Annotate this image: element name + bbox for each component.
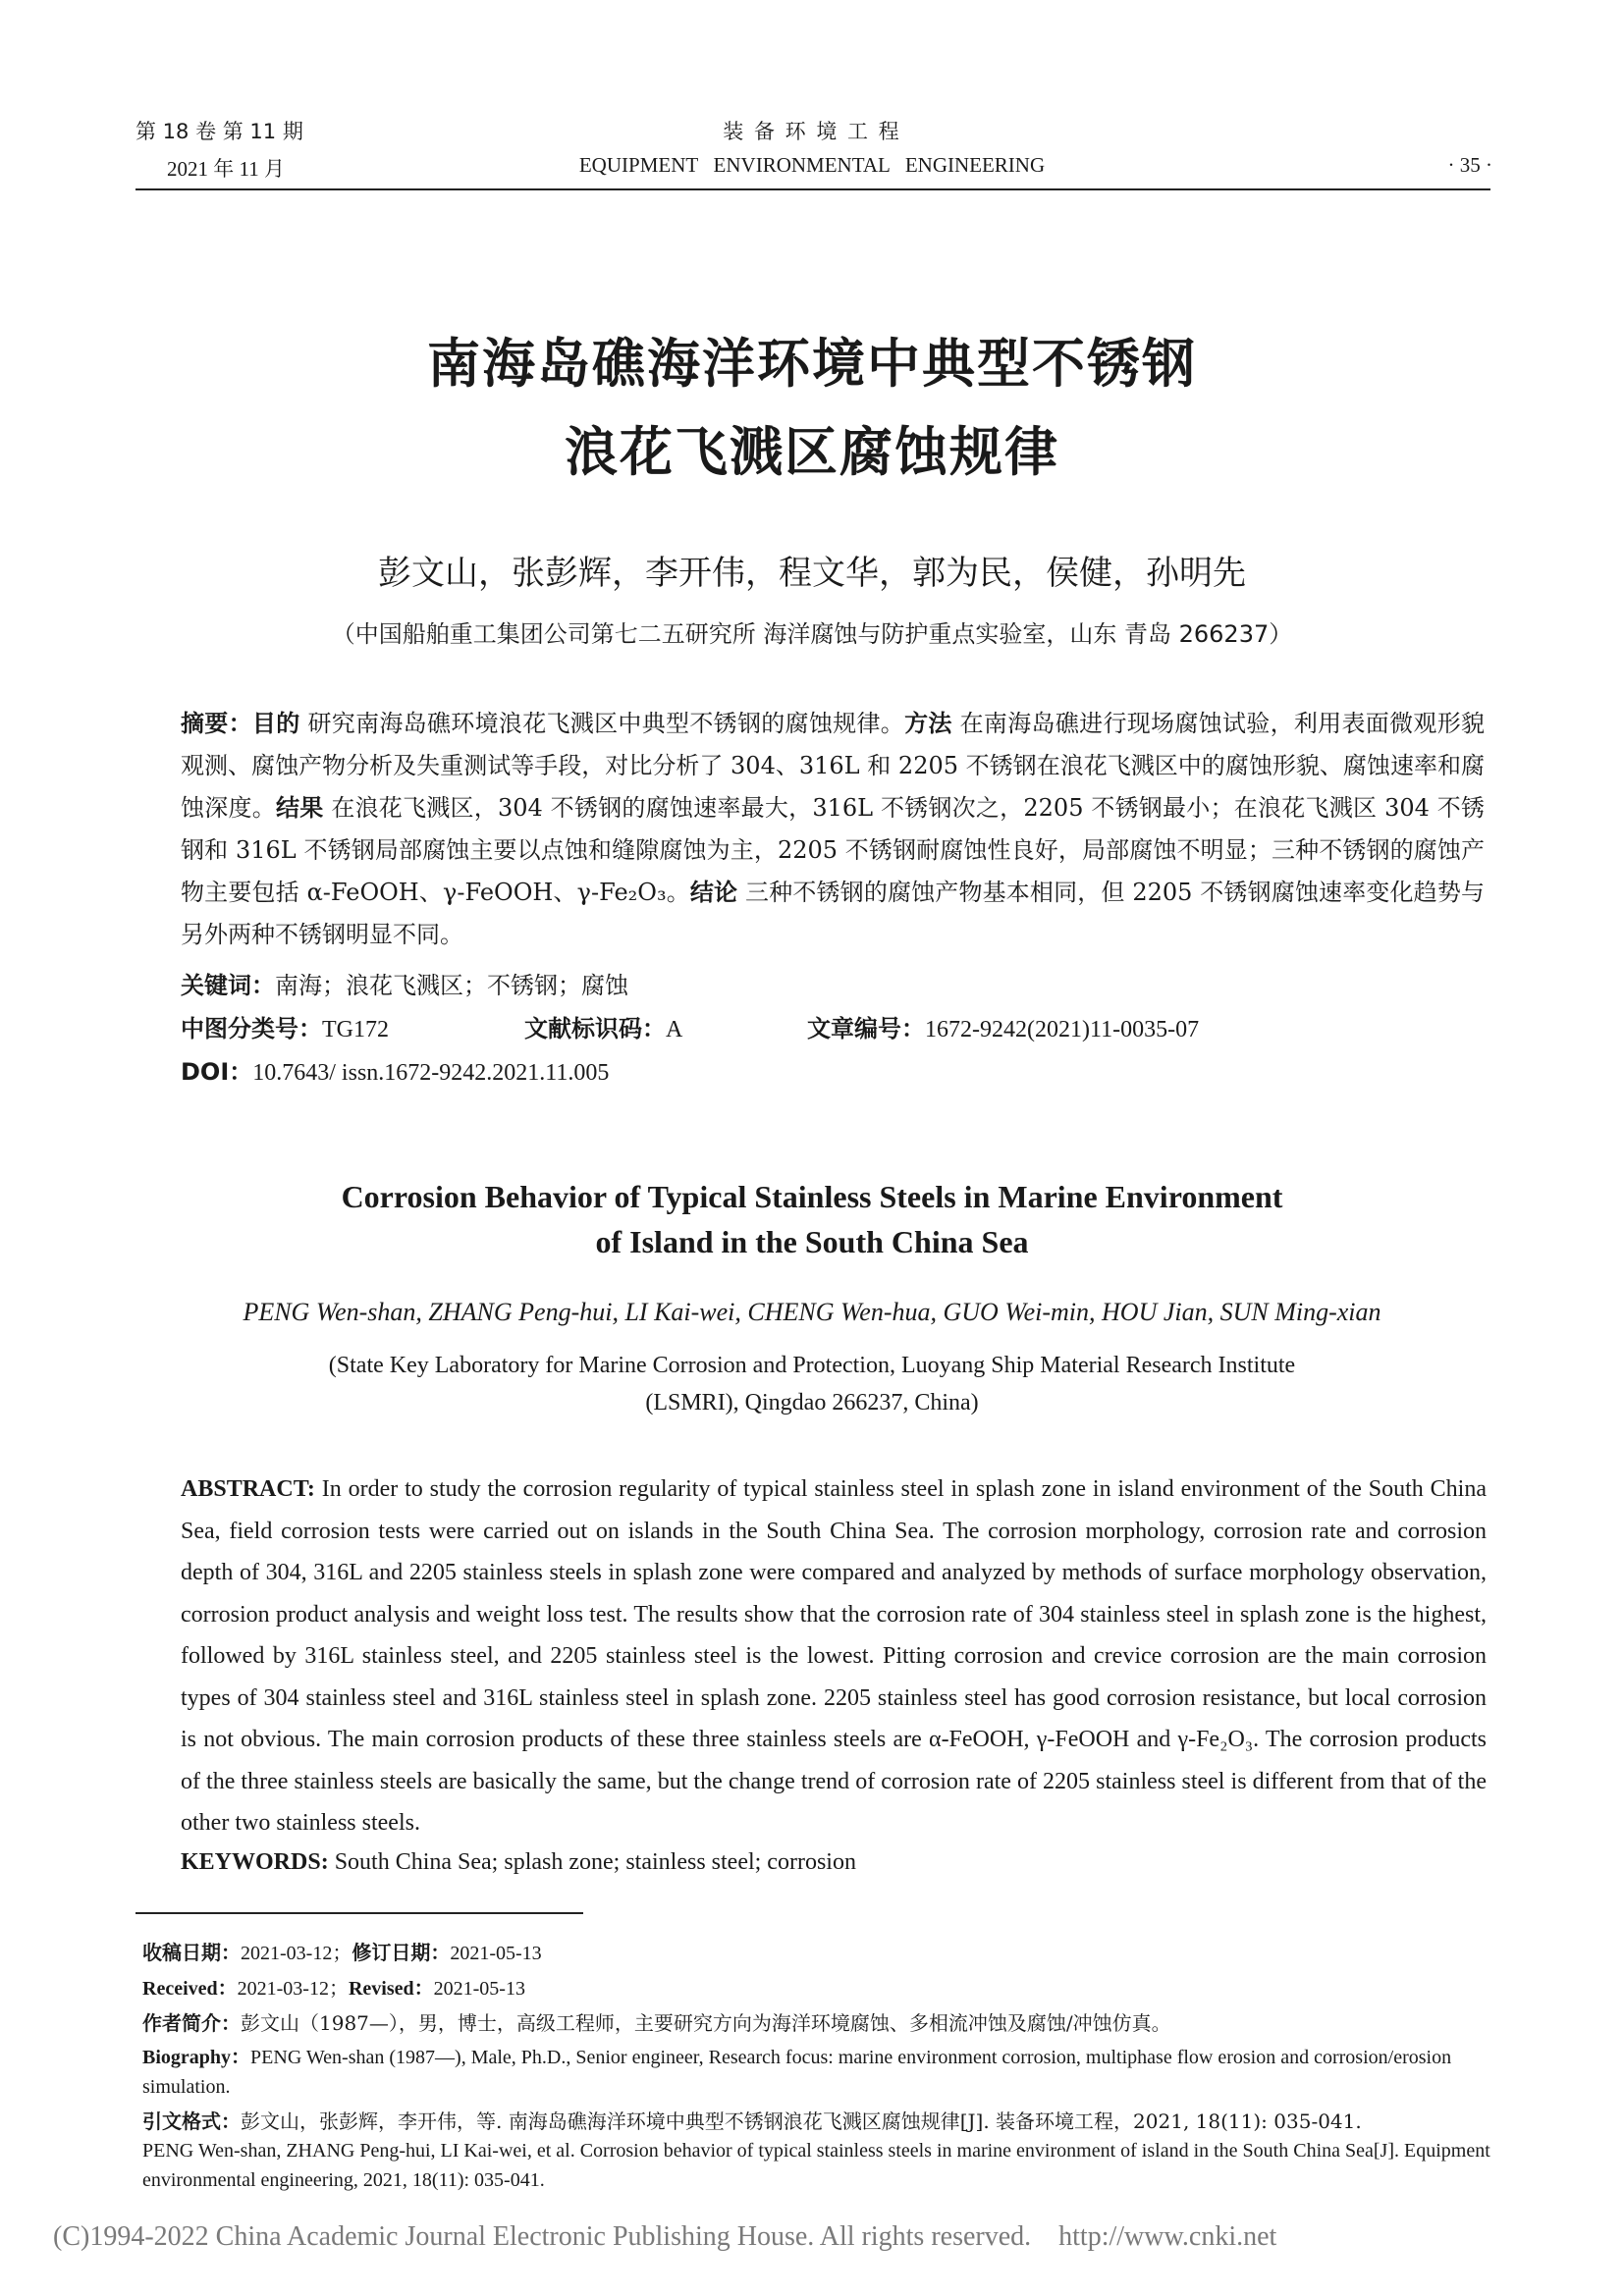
journal-volume-issue: 第 18 卷 第 11 期 <box>135 120 303 143</box>
keywords-cn <box>181 966 628 1000</box>
received-en-line <box>142 1973 1499 2003</box>
citation-cn-text: 彭文山，张彭辉，李开伟，等. 南海岛礁海洋环境中典型不锈钢浪花飞溅区腐蚀规律[J]. 装备环境工程，2021, 18(11): 035-041. <box>241 2109 1362 2133</box>
revised-en-label: Revised： <box>348 1978 434 2000</box>
conclusion-text: 三种不锈钢的腐蚀产物基本相同，但 2205 不锈钢腐蚀速率变化趋势与另外两种不锈钢明显不同。 <box>181 879 1485 948</box>
affiliation-en-line1: (State Key Laboratory for Marine Corrosion and Protection, Luoyang Ship Material Research Institute <box>328 1353 1296 1378</box>
article-number-value: 1672-9242(2021)11-0035-07 <box>925 1017 1200 1042</box>
clc-value: TG172 <box>322 1017 389 1042</box>
citation-en: PENG Wen-shan, ZHANG Peng-hui, LI Kai-wei, et al. Corrosion behavior of typical stainless steels in marine environment of island in the South China Sea[J]. Equipment environmental engineering, 2021, 18(11): 035-041. <box>142 2140 1490 2191</box>
journal-date: 2021 年 11 月 <box>167 157 285 181</box>
biography-cn-text: 彭文山（1987—），男，博士，高级工程师，主要研究方向为海洋环境腐蚀、多相流冲蚀及腐蚀/冲蚀仿真。 <box>241 2011 1171 2035</box>
method-text: 在南海岛礁进行现场腐蚀试验，利用表面微观形貌观测、腐蚀产物分析及失重测试等手段，对比分析了 304、316L 和 2205 不锈钢在浪花飞溅区中的腐蚀形貌、腐蚀速率和腐蚀深度。 <box>181 710 1486 822</box>
doi <box>181 1052 609 1087</box>
footnote-rule <box>135 1912 583 1914</box>
conclusion-label: 结论 <box>689 879 738 906</box>
revised-cn-label: 修订日期： <box>352 1941 451 1964</box>
doc-code-value: A <box>666 1017 683 1042</box>
header-rule <box>135 188 1490 190</box>
biography-en <box>142 2043 1499 2102</box>
title-cn-line2: 浪花飞溅区腐蚀规律 <box>565 421 1059 483</box>
biography-cn <box>142 2008 1499 2038</box>
abstract-en <box>181 1468 1487 1844</box>
copyright-notice: (C)1994-2022 China Academic Journal Electronic Publishing House. All rights reserved. http://www.cnki.net <box>53 2221 1277 2252</box>
article-number <box>807 1009 1199 1043</box>
revised-en-value: 2021-05-13 <box>433 1978 525 2000</box>
citation-cn <box>142 2107 1499 2136</box>
method-label: 方法 <box>904 710 952 737</box>
title-cn-line1: 南海岛礁海洋环境中典型不锈钢 <box>427 333 1197 395</box>
document-code <box>524 1009 682 1043</box>
keywords-en <box>181 1842 1487 1884</box>
abstract-en-text: In order to study the corrosion regularity of typical stainless steel in splash zone in island environment of the South China Sea, field corrosion tests were carried out on islands in the South China Sea. The corrosion morphology, corrosion rate and corrosion depth of 304, 316L and 2205 stainless steels in splash zone were compared and analyzed by methods of surface morphology observation, corrosion product analysis and weight loss test. The results show that the corrosion rate of 304 stainless steel in splash zone is the highest, followed by 316L stainless steel, and 2205 stainless steel is the lowest. Pitting corrosion and crevice corrosion are the main corrosion types of 304 stainless steel and 316L stainless steel in splash zone. 2205 stainless steel has good corrosion resistance, but local corrosion is not obvious. The main corrosion products of these three stainless steels are α-FeOOH, γ-FeOOH and γ-Fe₂O₃. The corrosion products of the three stainless steels are basically the same, but the change trend of corrosion rate of 2205 stainless steel is different from that of the other two stainless steels. <box>181 1476 1487 1836</box>
doi-value: 10.7643/ issn.1672-9242.2021.11.005 <box>252 1060 610 1086</box>
page-number: · 35 · <box>1447 153 1492 177</box>
biography-cn-label: 作者简介： <box>142 2011 241 2035</box>
received-cn-label: 收稿日期： <box>142 1941 241 1964</box>
received-cn-value: 2021-03-12； <box>241 1943 352 1964</box>
abstract-cn-label: 摘要： <box>181 710 252 737</box>
keywords-cn-value: 南海；浪花飞溅区；不锈钢；腐蚀 <box>275 972 628 999</box>
keywords-en-value: South China Sea; splash zone; stainless steel; corrosion <box>334 1849 856 1875</box>
keywords-cn-label: 关键词： <box>181 972 275 999</box>
article-number-label: 文章编号： <box>807 1015 925 1042</box>
abstract-cn <box>181 703 1485 956</box>
citation-cn-label: 引文格式： <box>142 2109 241 2133</box>
affiliation-en-line2: (LSMRI), Qingdao 266237, China) <box>645 1390 979 1415</box>
authors-en: PENG Wen-shan, ZHANG Peng-hui, LI Kai-wei, CHENG Wen-hua, GUO Wei-min, HOU Jian, SUN Ming-xian <box>243 1298 1381 1326</box>
footnotes <box>142 1938 1499 2195</box>
affiliation-cn: （中国船舶重工集团公司第七二五研究所 海洋腐蚀与防护重点实验室，山东 青岛 266237） <box>331 620 1293 648</box>
title-en-line1: Corrosion Behavior of Typical Stainless Steels in Marine Environment <box>341 1179 1283 1214</box>
clc-number <box>181 1009 389 1043</box>
revised-cn-value: 2021-05-13 <box>450 1943 542 1964</box>
purpose-label: 目的 <box>251 710 300 737</box>
doc-code-label: 文献标识码： <box>524 1015 666 1042</box>
purpose-text: 研究南海岛礁环境浪花飞溅区中典型不锈钢的腐蚀规律。 <box>307 710 905 737</box>
title-en-line2: of Island in the South China Sea <box>595 1224 1029 1259</box>
received-en-value: 2021-03-12； <box>237 1978 349 2000</box>
keywords-en-label: KEYWORDS: <box>181 1849 329 1875</box>
received-cn-line <box>142 1938 1499 1968</box>
journal-name-cn: 装 备 环 境 工 程 <box>723 120 901 143</box>
received-en-label: Received： <box>142 1978 238 2000</box>
doi-label: DOI： <box>181 1058 253 1086</box>
authors-cn: 彭文山，张彭辉，李开伟，程文华，郭为民，侯健，孙明先 <box>378 554 1246 593</box>
result-label: 结果 <box>275 794 324 822</box>
result-text: 在浪花飞溅区，304 不锈钢的腐蚀速率最大，316L 不锈钢次之，2205 不锈钢最小；在浪花飞溅区 304 不锈钢和 316L 不锈钢局部腐蚀主要以点蚀和缝隙腐蚀为主，2205 不锈钢耐腐蚀性良好，局部腐蚀不明显；三种不锈钢的腐蚀产物主要包括 α-FeOOH、γ-FeOOH、γ-Fe₂O₃。 <box>181 794 1485 906</box>
clc-label: 中图分类号： <box>181 1015 322 1042</box>
biography-en-text: PENG Wen-shan (1987—), Male, Ph.D., Senior engineer, Research focus: marine environment corrosion, multiphase flow erosion and corrosion/erosion simulation. <box>142 2047 1452 2098</box>
abstract-en-label: ABSTRACT: <box>181 1476 315 1502</box>
biography-en-label: Biography： <box>142 2047 251 2068</box>
journal-name-en: EQUIPMENT ENVIRONMENTAL ENGINEERING <box>578 153 1046 177</box>
